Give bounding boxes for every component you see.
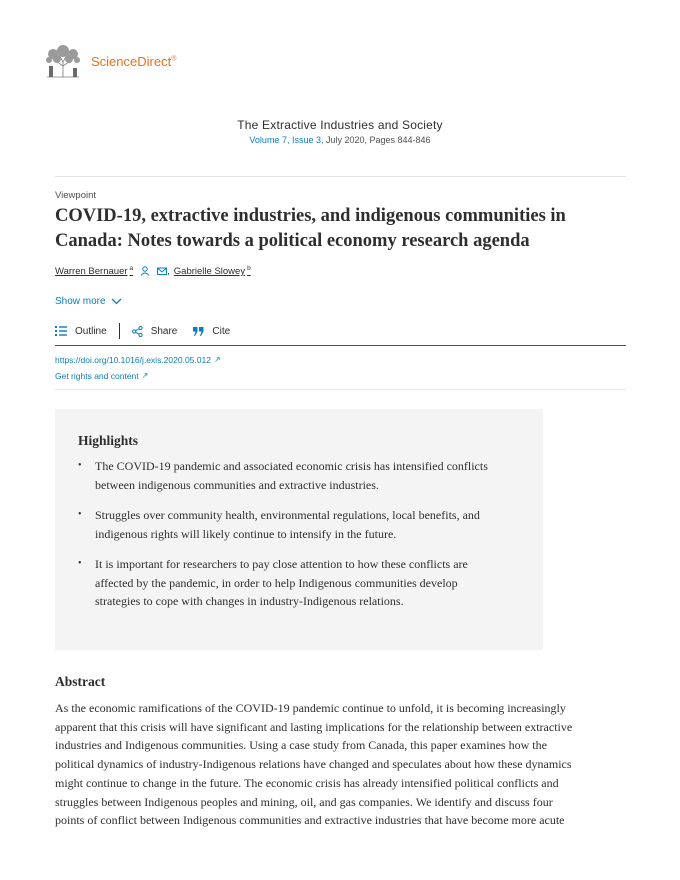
outline-list-icon [55, 326, 67, 336]
mail-icon[interactable] [157, 266, 167, 276]
share-icon [132, 326, 143, 337]
journal-meta [0, 135, 680, 145]
cite-quote-icon [193, 327, 204, 336]
highlights-panel [55, 409, 543, 650]
sciencedirect-wordmark: ScienceDirect® [91, 53, 177, 69]
doi-link[interactable]: https://doi.org/10.1016/j.exis.2020.05.012 ↗ [55, 352, 221, 368]
article-type: Viewpoint [55, 190, 97, 201]
show-more-label: Show more [55, 296, 106, 307]
abstract-line: might continue to change in the future. The economic crisis has already intensified political conflicts and [55, 775, 559, 790]
journal-header [0, 118, 680, 145]
chevron-down-icon [111, 298, 122, 305]
author-separator: , [167, 265, 170, 277]
divider [55, 389, 626, 390]
highlights-list [78, 457, 523, 611]
toolbar-divider [119, 323, 120, 339]
share-label: Share [150, 325, 178, 337]
abstract-line: apparent that this crisis will have significant and lasting implications for the relationship between extractive [55, 719, 573, 734]
journal-title[interactable]: The Extractive Industries and Society [237, 118, 443, 132]
rights-link[interactable]: Get rights and content ↗ [55, 368, 221, 384]
article-links [55, 352, 221, 384]
article-toolbar [55, 322, 230, 340]
abstract-heading: Abstract [55, 674, 106, 689]
abstract-line: industries and Indigenous communities. Using a case study from Canada, this paper examines how the [55, 738, 547, 753]
sciencedirect-logo[interactable] [43, 44, 176, 78]
person-icon[interactable] [140, 266, 150, 276]
highlight-item: • It is important for researchers to pay close attention to how these conflicts are affected by the pandemic, in order to help Indigenous communities develop strategies to cope with changes in industry-Indigenous relations. [78, 555, 523, 611]
share-button[interactable] [132, 326, 178, 337]
outline-button[interactable] [55, 326, 107, 337]
external-link-icon: ↗ [213, 355, 221, 364]
highlights-heading: Highlights [78, 433, 139, 448]
author-link[interactable]: Gabrielle Slowey $^b$ [173, 265, 251, 278]
abstract-line: points of conflict between Indigenous communities and extractive industries that have become more acute [55, 813, 565, 828]
abstract-line: political dynamics of industry-Indigenous relations have changed and speculates about how these dynamics [55, 757, 572, 772]
toolbar-underline [55, 345, 626, 346]
elsevier-tree-logo-icon [43, 44, 83, 78]
highlight-item: • Struggles over community health, environmental regulations, local benefits, and indigenous rights will likely continue to intensify in the future. [78, 506, 523, 543]
volume-issue-link[interactable]: Volume 7, Issue 3, [249, 135, 324, 145]
article-title: COVID-19, extractive industries, and indigenous communities in Canada: Notes towards a political economy research agenda [55, 206, 566, 251]
author-link[interactable]: Warren Bernauer $^a$ [55, 265, 134, 278]
abstract-text [55, 699, 630, 830]
author-list [55, 265, 251, 277]
cite-button[interactable] [193, 326, 230, 337]
date-pages: July 2020, Pages 844-846 [325, 135, 431, 145]
abstract-line: As the economic ramifications of the COVID-19 pandemic continue to unfold, it is becoming increasingly [55, 701, 566, 715]
abstract-line: struggles between Indigenous peoples and mining, oil, and gas companies. We identify and discuss four [55, 794, 553, 809]
cite-label: Cite [212, 325, 231, 337]
external-link-icon: ↗ [141, 371, 149, 380]
outline-label: Outline [75, 325, 107, 337]
show-more-button[interactable] [55, 296, 122, 307]
divider [55, 176, 626, 177]
highlight-item: • The COVID-19 pandemic and associated economic crisis has intensified conflicts between indigenous communities and extractive industries. [78, 457, 523, 494]
